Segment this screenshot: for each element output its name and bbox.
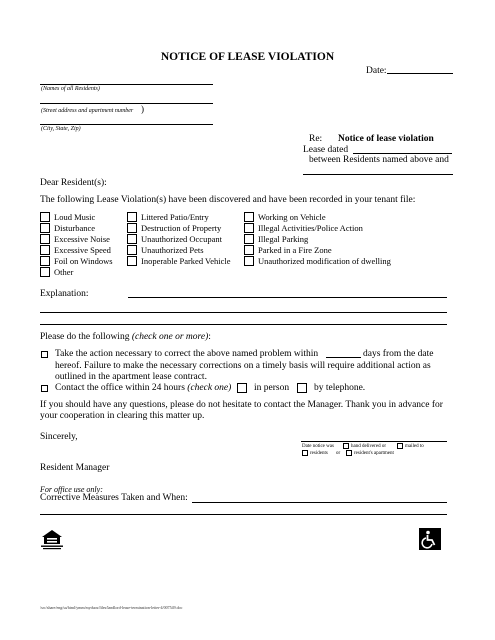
corrective-line-2[interactable] <box>40 514 447 515</box>
by-telephone-label: by telephone. <box>314 383 366 393</box>
residents-label: residents <box>310 451 328 456</box>
salutation: Dear Resident(s): <box>40 178 107 188</box>
checkbox-inoperable-vehicle[interactable] <box>127 256 137 266</box>
checkbox-mailed[interactable] <box>397 443 403 449</box>
checkbox-loud-music[interactable] <box>40 212 50 222</box>
label-illegal-activities: Illegal Activities/Police Action <box>258 223 363 233</box>
intro-text: The following Lease Violation(s) have been discovered and have been recorded in your tenant file: <box>40 195 416 205</box>
corrective-label: Corrective Measures Taken and When: <box>40 493 188 503</box>
checkbox-residents-apartment[interactable] <box>346 450 352 456</box>
checkbox-contact-office[interactable] <box>41 385 48 392</box>
checkbox-disturbance[interactable] <box>40 223 50 233</box>
office-use-label: For office use only: <box>40 485 103 494</box>
corrective-line-1[interactable] <box>192 502 447 503</box>
between-label: between Residents named above and <box>309 155 449 165</box>
re-label: Re: <box>309 134 323 144</box>
footer-path: /src/share/eng/sa/html/ymm/myduos/files/landlord-lease-termination-letter-4/007549.doc <box>40 605 183 610</box>
explanation-line-3[interactable] <box>40 324 447 325</box>
mailed-label: mailed to <box>405 444 424 449</box>
closing-line-2: your cooperation in clearing this matter up. <box>40 411 205 421</box>
action-prompt <box>40 332 211 343</box>
checkbox-by-telephone[interactable] <box>297 383 307 393</box>
action-prompt-italic: (check one or more) <box>131 332 209 342</box>
lease-dated-label: Lease dated <box>303 145 349 155</box>
page-title: NOTICE OF LEASE VIOLATION <box>160 51 335 63</box>
opt2-text <box>55 383 231 394</box>
street-line[interactable] <box>40 103 213 104</box>
days-line[interactable] <box>326 357 361 358</box>
city-line[interactable] <box>40 124 213 125</box>
opt2-text-b: (check one) <box>187 383 232 393</box>
street-label: (Street address and apartment number <box>41 108 134 114</box>
re-subject: Notice of lease violation <box>338 134 434 144</box>
hand-delivered-label: hand delivered or <box>351 444 386 449</box>
label-unauthorized-occupant: Unauthorized Occupant <box>141 234 222 244</box>
landlord-line[interactable] <box>303 174 453 175</box>
label-excessive-speed: Excessive Speed <box>54 245 111 255</box>
label-illegal-parking: Illegal Parking <box>258 234 309 244</box>
checkbox-excessive-speed[interactable] <box>40 245 50 255</box>
checkbox-residents[interactable] <box>302 450 308 456</box>
checkbox-foil-on-windows[interactable] <box>40 256 50 266</box>
city-label: (City, State, Zip) <box>41 126 81 132</box>
equal-housing-icon <box>40 529 64 551</box>
explanation-line-1[interactable] <box>128 297 447 298</box>
label-other: Other <box>54 267 74 277</box>
explanation-label: Explanation: <box>40 289 89 299</box>
opt1-text-c: hereof. Failure to make the necessary corrections on a timely basis will require additional action as <box>55 361 431 371</box>
names-label: (Names of all Residents) <box>41 86 100 92</box>
residents-apartment-label: resident's apartment <box>354 451 394 456</box>
opt2-text-a: Contact the office within 24 hours <box>55 383 188 393</box>
checkbox-hand-delivered[interactable] <box>343 443 349 449</box>
resident-manager: Resident Manager <box>40 463 110 473</box>
wheelchair-icon <box>419 528 441 550</box>
label-littered-patio: Littered Patio/Entry <box>141 212 209 222</box>
opt1-text-a: Take the action necessary to correct the above named problem within <box>55 349 319 359</box>
equal-housing-logo <box>40 529 64 551</box>
checkbox-unauthorized-modification[interactable] <box>244 256 254 266</box>
label-destruction-of-property: Destruction of Property <box>141 223 222 233</box>
checkbox-unauthorized-occupant[interactable] <box>127 234 137 244</box>
checkbox-unauthorized-pets[interactable] <box>127 245 137 255</box>
date-line[interactable] <box>387 73 453 74</box>
action-prompt-main: Please do the following <box>40 332 132 342</box>
opt1-text-d: outlined in the apartment lease contract. <box>55 372 207 382</box>
opt1-text-b: days from the date <box>363 349 434 359</box>
checkbox-littered-patio[interactable] <box>127 212 137 222</box>
explanation-line-2[interactable] <box>40 312 447 313</box>
label-loud-music: Loud Music <box>54 212 96 222</box>
label-unauthorized-modification: Unauthorized modification of dwelling <box>258 256 391 266</box>
label-foil-on-windows: Foil on Windows <box>54 256 113 266</box>
action-prompt-colon: : <box>208 332 211 342</box>
checkbox-working-on-vehicle[interactable] <box>244 212 254 222</box>
delivery-top-line <box>301 441 447 442</box>
closing-line-1: If you should have any questions, please do not hesitate to contact the Manager. Thank you in advance for <box>40 400 443 410</box>
checkbox-fire-zone[interactable] <box>244 245 254 255</box>
lease-dated-line[interactable] <box>353 153 452 154</box>
label-disturbance: Disturbance <box>54 223 96 233</box>
checkbox-other[interactable] <box>40 267 50 277</box>
label-fire-zone: Parked in a Fire Zone <box>258 245 332 255</box>
checkbox-illegal-activities[interactable] <box>244 223 254 233</box>
date-label: Date: <box>366 66 387 76</box>
accessibility-logo <box>419 528 441 550</box>
checkbox-illegal-parking[interactable] <box>244 234 254 244</box>
label-excessive-noise: Excessive Noise <box>54 234 110 244</box>
in-person-label: in person <box>254 383 290 393</box>
names-line[interactable] <box>40 84 213 85</box>
delivery-sent-label: Date notice was <box>302 444 334 449</box>
checkbox-in-person[interactable] <box>237 383 247 393</box>
label-unauthorized-pets: Unauthorized Pets <box>141 245 204 255</box>
checkbox-excessive-noise[interactable] <box>40 234 50 244</box>
checkbox-destruction-of-property[interactable] <box>127 223 137 233</box>
checkbox-take-action[interactable] <box>41 351 48 358</box>
or-label: or <box>336 451 341 456</box>
sincerely: Sincerely, <box>40 432 78 442</box>
label-working-on-vehicle: Working on Vehicle <box>258 212 326 222</box>
label-inoperable-vehicle: Inoperable Parked Vehicle <box>141 256 231 266</box>
street-paren: ) <box>141 104 144 114</box>
